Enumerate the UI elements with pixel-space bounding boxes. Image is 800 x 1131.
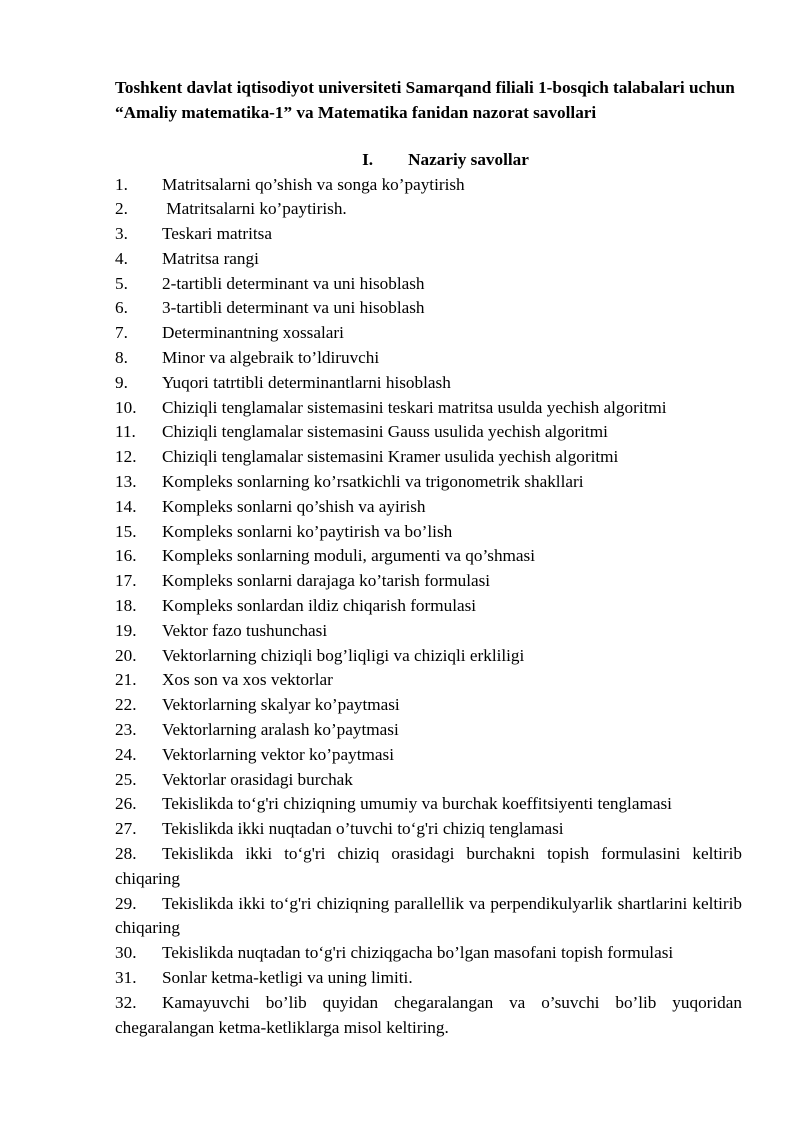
question-number: 28.: [115, 844, 137, 864]
section-title: Nazariy savollar: [408, 150, 529, 169]
question-text: Kompleks sonlarni qo’shish va ayirish: [162, 496, 426, 516]
question-number: 15.: [115, 521, 137, 541]
question-text: Tekislikda ikki to‘g'ri chiziqning parallellik va perpendikulyarlik shartlarini keltirib chiqaring: [115, 893, 747, 938]
question-text: Chiziqli tenglamalar sistemasini Kramer usulida yechish algoritmi: [162, 447, 619, 467]
question-text: Kompleks sonlarning moduli, argumenti va qo’shmasi: [162, 546, 535, 566]
question-item: [115, 842, 747, 892]
question-number: 5.: [115, 273, 128, 293]
question-item: [115, 792, 742, 817]
question-text: Vektor fazo tushunchasi: [162, 620, 328, 640]
question-item: [115, 396, 742, 421]
question-item: [115, 892, 747, 942]
question-number: 3.: [115, 224, 128, 244]
question-item: [115, 594, 742, 619]
question-text: Vektorlarning chiziqli bog’liqligi va chiziqli erkliligi: [162, 645, 525, 665]
question-text: Teskari matritsa: [162, 224, 272, 244]
question-item: [115, 371, 742, 396]
question-item: [115, 668, 742, 693]
question-number: 9.: [115, 372, 128, 392]
question-text: Vektorlar orasidagi burchak: [162, 769, 353, 789]
question-number: 18.: [115, 596, 137, 616]
question-number: 7.: [115, 323, 128, 343]
question-number: 8.: [115, 348, 128, 368]
question-item: [115, 941, 742, 966]
question-item: [115, 222, 742, 247]
question-text: Chiziqli tenglamalar sistemasini Gauss usulida yechish algoritmi: [162, 422, 608, 442]
question-number: 30.: [115, 943, 137, 963]
question-text: Xos son va xos vektorlar: [162, 670, 333, 690]
question-text: 2-tartibli determinant va uni hisoblash: [162, 273, 425, 293]
question-item: [115, 644, 742, 669]
question-item: [115, 619, 742, 644]
question-text: Tekislikda to‘g'ri chiziqning umumiy va burchak koeffitsiyenti tenglamasi: [162, 794, 672, 814]
question-item: [115, 173, 742, 198]
question-number: 26.: [115, 794, 137, 814]
question-text: Matritsa rangi: [162, 248, 259, 268]
question-number: 6.: [115, 298, 128, 318]
question-item: [115, 768, 742, 793]
question-item: [115, 420, 742, 445]
question-item: [115, 520, 742, 545]
question-item: [115, 470, 742, 495]
question-number: 11.: [115, 422, 136, 442]
question-text: Vektorlarning skalyar ko’paytmasi: [162, 695, 400, 715]
question-number: 12.: [115, 447, 137, 467]
question-text: Determinantning xossalari: [162, 323, 344, 343]
question-text: Tekislikda nuqtadan to‘g'ri chiziqgacha bo’lgan masofani topish formulasi: [162, 943, 674, 963]
question-number: 23.: [115, 720, 137, 740]
question-number: 13.: [115, 472, 137, 492]
question-item: [115, 569, 742, 594]
question-text: Vektorlarning aralash ko’paytmasi: [162, 720, 399, 740]
question-text: Kompleks sonlarning ko’rsatkichli va trigonometrik shakllari: [162, 472, 584, 492]
question-item: [115, 718, 742, 743]
document-title: Toshkent davlat iqtisodiyot universiteti Samarqand filiali 1-bosqich talabalari uchun “Amaliy matematika-1” va Matematika fanidan nazorat savollari: [115, 78, 735, 122]
question-item: [115, 966, 742, 991]
question-text: Kompleks sonlardan ildiz chiqarish formulasi: [162, 596, 477, 616]
question-item: [115, 197, 742, 222]
question-text: 3-tartibli determinant va uni hisoblash: [162, 298, 425, 318]
question-number: 14.: [115, 496, 137, 516]
question-number: 24.: [115, 744, 137, 764]
question-text: Tekislikda ikki to‘g'ri chiziq orasidagi burchakni topish formulasini keltirib chiqaring: [115, 844, 747, 888]
question-number: 27.: [115, 819, 137, 839]
question-number: 29.: [115, 893, 137, 913]
question-text: Kompleks sonlarni darajaga ko’tarish formulasi: [162, 571, 491, 591]
question-text: Vektorlarning vektor ko’paytmasi: [162, 744, 394, 764]
question-number: 31.: [115, 968, 137, 987]
question-item: [115, 743, 742, 768]
question-item: [115, 693, 742, 718]
question-number: 4.: [115, 248, 128, 268]
question-item: [115, 296, 742, 321]
question-number: 17.: [115, 571, 137, 591]
question-item: [115, 321, 742, 346]
question-text: Matritsalarni ko’paytirish.: [162, 199, 347, 219]
question-list: [115, 173, 747, 1041]
question-item: [115, 445, 742, 470]
question-text: Kamayuvchi bo’lib quyidan chegaralangan va o’suvchi bo’lib yuqoridan chegaralangan ketma-ketliklarga misol keltiring.: [115, 992, 747, 1037]
question-text: Chiziqli tenglamalar sistemasini teskari matritsa usulda yechish algoritmi: [162, 397, 667, 417]
question-item: [115, 495, 742, 520]
question-item: [115, 247, 742, 272]
section-number: I.: [362, 150, 374, 169]
section-heading: [115, 148, 742, 173]
question-number: 20.: [115, 645, 137, 665]
question-item: [115, 346, 742, 371]
question-item: [115, 817, 742, 842]
question-number: 22.: [115, 695, 137, 715]
question-text: Minor va algebraik to’ldiruvchi: [162, 348, 380, 368]
question-number: 32.: [115, 992, 137, 1012]
question-number: 25.: [115, 769, 137, 789]
question-number: 21.: [115, 670, 137, 690]
question-text: Kompleks sonlarni ko’paytirish va bo’lish: [162, 521, 453, 541]
question-item: [115, 272, 742, 297]
question-number: 1.: [115, 174, 128, 194]
question-text: Sonlar ketma-ketligi va uning limiti.: [162, 968, 413, 987]
question-number: 19.: [115, 620, 137, 640]
question-item: [115, 991, 747, 1041]
question-number: 2.: [115, 199, 128, 219]
question-number: 10.: [115, 397, 137, 417]
question-text: Yuqori tatrtibli determinantlarni hisoblash: [162, 372, 451, 392]
question-number: 16.: [115, 546, 137, 566]
question-item: [115, 544, 742, 569]
question-text: Tekislikda ikki nuqtadan o’tuvchi to‘g'ri chiziq tenglamasi: [162, 819, 564, 839]
question-text: Matritsalarni qo’shish va songa ko’paytirish: [162, 174, 465, 194]
